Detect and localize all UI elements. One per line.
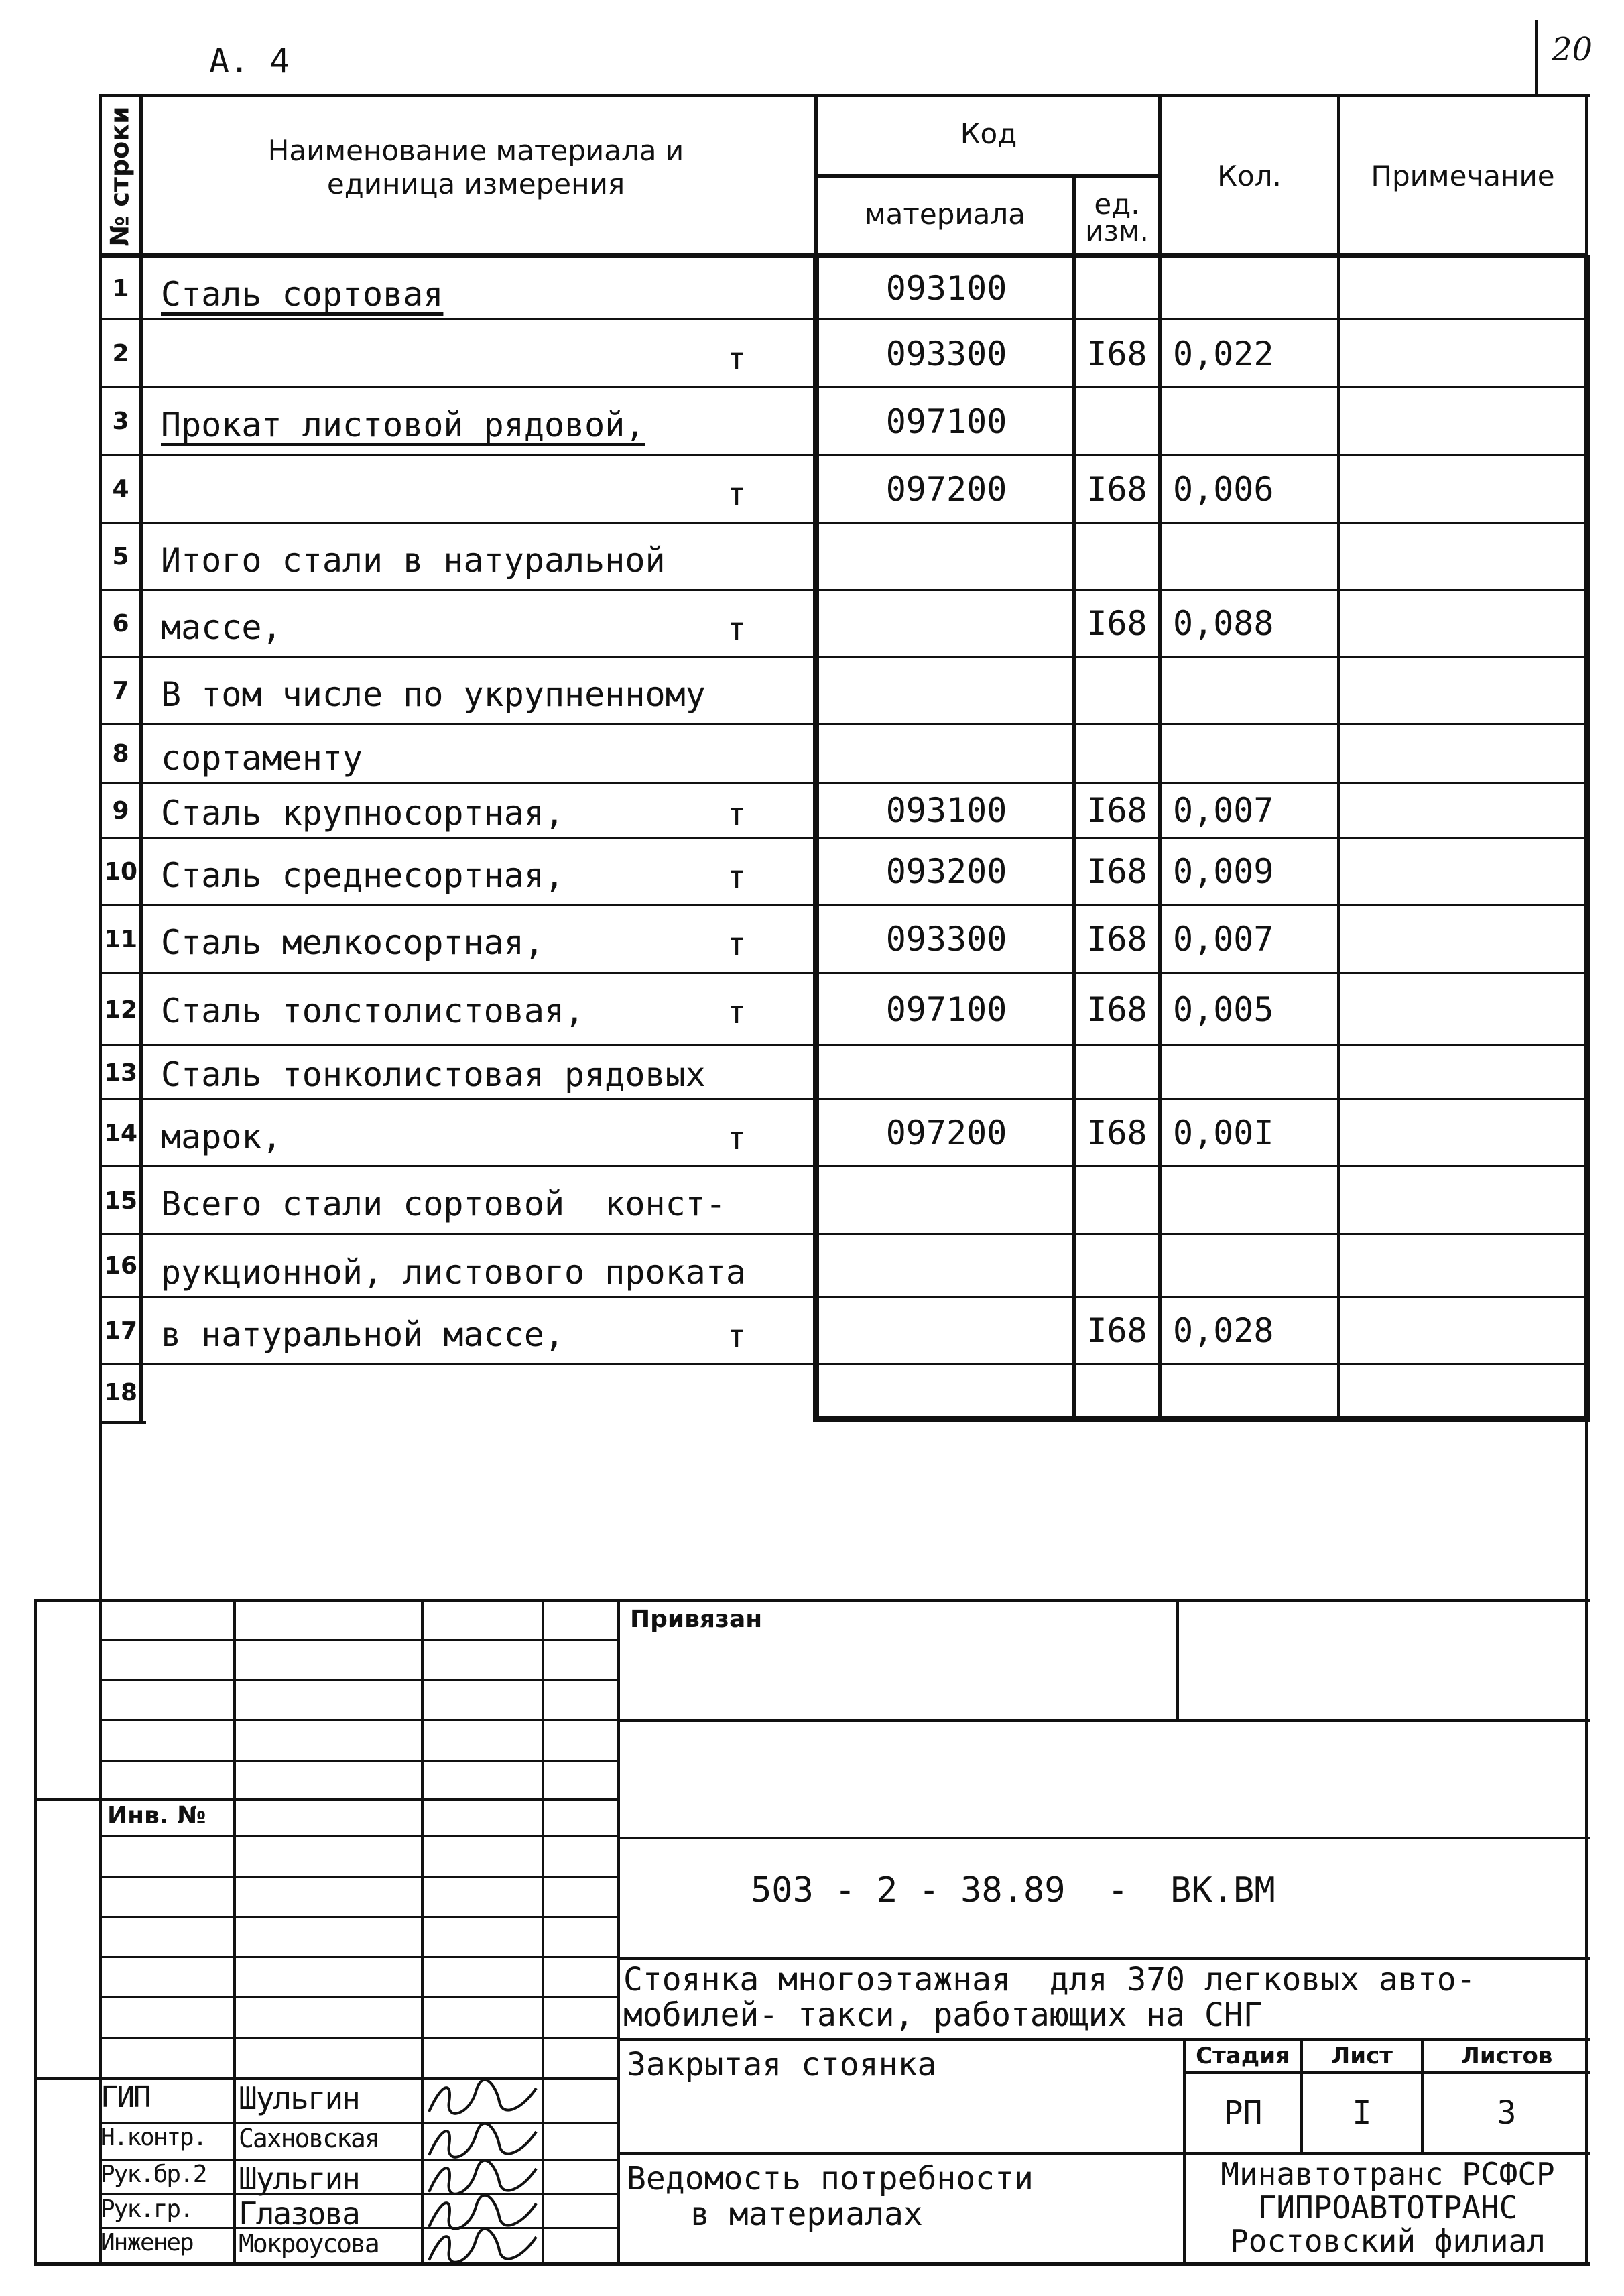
row-number: 3 bbox=[112, 408, 129, 435]
staff-role: Рук.бр.2 bbox=[101, 2161, 206, 2188]
unit-code bbox=[1076, 257, 1158, 320]
staff-role: Рук.гр. bbox=[101, 2195, 193, 2223]
table-row bbox=[0, 905, 1624, 973]
staff-role: Инженер bbox=[101, 2229, 193, 2256]
org-line2: ГИПРОАВТОТРАНС bbox=[1257, 2189, 1518, 2226]
page-number: 20 bbox=[1552, 31, 1593, 68]
material-name: Сталь тонколистовая рядовых bbox=[161, 1055, 706, 1094]
material-name: в натуральной массе, bbox=[161, 1315, 565, 1354]
table-row bbox=[0, 523, 1624, 590]
org-line3: Ростовский филиал bbox=[1230, 2223, 1546, 2259]
building-name: Закрытая стоянка bbox=[627, 2046, 937, 2083]
sheet-label-header: Лист bbox=[1331, 2043, 1393, 2069]
material-code bbox=[819, 1166, 1074, 1235]
quantity: 0,007 bbox=[1173, 791, 1274, 830]
material-code bbox=[819, 724, 1074, 783]
material-code: 093100 bbox=[885, 269, 1007, 308]
row-number: 14 bbox=[103, 1119, 138, 1147]
material-code: 093300 bbox=[885, 334, 1007, 373]
header-unit: ед. изм. bbox=[1085, 188, 1149, 247]
unit-t: т bbox=[727, 341, 746, 377]
table-row bbox=[0, 320, 1624, 387]
staff-name: Сахновская bbox=[239, 2124, 379, 2153]
row-number: 4 bbox=[112, 475, 129, 503]
row-number: 8 bbox=[112, 739, 129, 768]
material-code: 093100 bbox=[885, 791, 1007, 830]
unit-t: т bbox=[727, 994, 746, 1030]
row-number: 9 bbox=[112, 796, 129, 825]
signature-icon bbox=[422, 2075, 543, 2122]
row-number: 6 bbox=[112, 609, 129, 638]
unit-code bbox=[1076, 1166, 1158, 1235]
quantity: 0,007 bbox=[1173, 920, 1274, 959]
table-row bbox=[0, 1235, 1624, 1297]
table-row bbox=[0, 1046, 1624, 1099]
unit-code: I68 bbox=[1086, 334, 1147, 373]
unit-code: I68 bbox=[1086, 469, 1147, 509]
header-material: материала bbox=[864, 198, 1025, 231]
unit-t: т bbox=[727, 796, 746, 833]
row-number: 1 bbox=[112, 274, 129, 302]
row-number: 12 bbox=[103, 995, 138, 1024]
unit-t: т bbox=[727, 859, 746, 895]
staff-name: Шульгин bbox=[239, 2080, 359, 2116]
material-name: Сталь толстолистовая, bbox=[161, 991, 585, 1030]
material-code: 097100 bbox=[885, 402, 1007, 441]
material-code: 093300 bbox=[885, 920, 1007, 959]
material-code: 093200 bbox=[885, 852, 1007, 891]
unit-t: т bbox=[727, 1318, 746, 1354]
header-code: Код bbox=[960, 117, 1017, 150]
material-name: Всего стали сортовой конст- bbox=[161, 1185, 726, 1223]
row-number: 13 bbox=[103, 1059, 138, 1087]
document-code: 503 - 2 - 38.89 - ВК.ВМ bbox=[751, 1870, 1275, 1911]
unit-code bbox=[1076, 724, 1158, 783]
sheet-value: I bbox=[1352, 2094, 1372, 2132]
unit-code bbox=[1076, 1046, 1158, 1099]
staff-name: Шульгин bbox=[239, 2161, 359, 2197]
unit-code bbox=[1076, 523, 1158, 590]
material-code: 097200 bbox=[885, 1113, 1007, 1152]
unit-t: т bbox=[727, 611, 746, 647]
row-number: 17 bbox=[103, 1317, 138, 1345]
material-code: 097200 bbox=[885, 469, 1007, 509]
table-row bbox=[0, 973, 1624, 1046]
material-code bbox=[819, 1046, 1074, 1099]
header-qty: Кол. bbox=[1217, 159, 1282, 192]
quantity: 0,009 bbox=[1173, 852, 1274, 891]
material-name: Сталь среднесортная, bbox=[161, 856, 565, 895]
table-row bbox=[0, 455, 1624, 523]
header-note: Примечание bbox=[1371, 159, 1555, 192]
project-title-line1: Стоянка многоэтажная для 370 легковых авто- bbox=[623, 1961, 1476, 1998]
staff-name: Глазова bbox=[239, 2195, 359, 2232]
quantity: 0,006 bbox=[1173, 469, 1274, 509]
material-code bbox=[819, 1297, 1074, 1364]
page-number-divider bbox=[1535, 20, 1538, 94]
material-code: 097100 bbox=[885, 990, 1007, 1029]
header-row-no: № строки bbox=[105, 105, 135, 247]
table-row bbox=[0, 838, 1624, 905]
signature-icon bbox=[422, 2224, 543, 2271]
unit-t: т bbox=[727, 1120, 746, 1156]
row-number: 16 bbox=[103, 1252, 138, 1280]
project-title-line2: мобилей- такси, работающих на СНГ bbox=[623, 1996, 1263, 2034]
row-number: 18 bbox=[103, 1379, 138, 1406]
unit-code: I68 bbox=[1086, 1311, 1147, 1350]
unit-code: I68 bbox=[1086, 1113, 1147, 1152]
row-number: 11 bbox=[103, 925, 138, 953]
staff-role: Н.контр. bbox=[101, 2124, 206, 2151]
stage-label: Стадия bbox=[1196, 2043, 1290, 2069]
material-code bbox=[819, 523, 1074, 590]
material-name: марок, bbox=[161, 1117, 282, 1156]
unit-code: I68 bbox=[1086, 852, 1147, 891]
quantity: 0,028 bbox=[1173, 1311, 1274, 1350]
unit-code: I68 bbox=[1086, 920, 1147, 959]
material-code bbox=[819, 1235, 1074, 1297]
material-name: Сталь мелкосортная, bbox=[161, 923, 544, 962]
privyazan-label: Привязан bbox=[630, 1606, 763, 1633]
row-number: 10 bbox=[103, 857, 138, 886]
table-row bbox=[0, 387, 1624, 455]
table-row bbox=[0, 657, 1624, 724]
unit-code bbox=[1076, 1235, 1158, 1297]
staff-name: Мокроусова bbox=[239, 2229, 379, 2258]
doc-title-line1: Ведомость потребности bbox=[627, 2160, 1034, 2197]
material-name: Прокат листовой рядовой, bbox=[161, 406, 645, 444]
table-row bbox=[0, 783, 1624, 838]
table-row bbox=[0, 590, 1624, 657]
table-row bbox=[0, 1166, 1624, 1235]
material-name: рукционной, листового проката bbox=[161, 1253, 746, 1292]
row-number: 5 bbox=[112, 542, 129, 570]
stage-value: РП bbox=[1223, 2094, 1263, 2132]
unit-code bbox=[1076, 657, 1158, 724]
quantity: 0,005 bbox=[1173, 990, 1274, 1029]
row-number: 15 bbox=[103, 1187, 138, 1215]
row-number: 7 bbox=[112, 676, 129, 705]
material-name: Сталь крупносортная, bbox=[161, 794, 565, 833]
material-code bbox=[819, 590, 1074, 657]
unit-code bbox=[1076, 1364, 1158, 1421]
org-line1: Минавтотранс РСФСР bbox=[1221, 2156, 1555, 2192]
staff-role: ГИП bbox=[101, 2080, 150, 2114]
table-row bbox=[0, 1099, 1624, 1166]
unit-code: I68 bbox=[1086, 990, 1147, 1029]
quantity: 0,088 bbox=[1173, 604, 1274, 643]
material-code bbox=[819, 1364, 1074, 1421]
inv-no-label: Инв. № bbox=[107, 1802, 206, 1829]
sheets-label: Листов bbox=[1460, 2043, 1553, 2069]
material-name: сортаменту bbox=[161, 739, 363, 778]
unit-t: т bbox=[727, 926, 746, 962]
unit-code: I68 bbox=[1086, 791, 1147, 830]
material-name: В том числе по укрупненному bbox=[161, 675, 706, 714]
doc-title-line2: в материалах bbox=[690, 2195, 923, 2233]
header-name: Наименование материала и единица измерения bbox=[267, 134, 684, 200]
quantity: 0,00I bbox=[1173, 1113, 1274, 1152]
sheet-label: А. 4 bbox=[209, 42, 290, 80]
material-name: массе, bbox=[161, 608, 282, 647]
unit-code bbox=[1076, 387, 1158, 455]
material-name: Сталь сортовая bbox=[161, 275, 444, 314]
table-row bbox=[0, 1364, 1624, 1421]
table-row bbox=[0, 724, 1624, 783]
table-row bbox=[0, 257, 1624, 320]
unit-t: т bbox=[727, 476, 746, 512]
sheets-value: 3 bbox=[1497, 2094, 1517, 2132]
quantity: 0,022 bbox=[1173, 334, 1274, 373]
unit-code: I68 bbox=[1086, 604, 1147, 643]
row-number: 2 bbox=[112, 340, 129, 367]
material-code bbox=[819, 657, 1074, 724]
material-name: Итого стали в натуральной bbox=[161, 541, 666, 580]
table-row bbox=[0, 1297, 1624, 1364]
